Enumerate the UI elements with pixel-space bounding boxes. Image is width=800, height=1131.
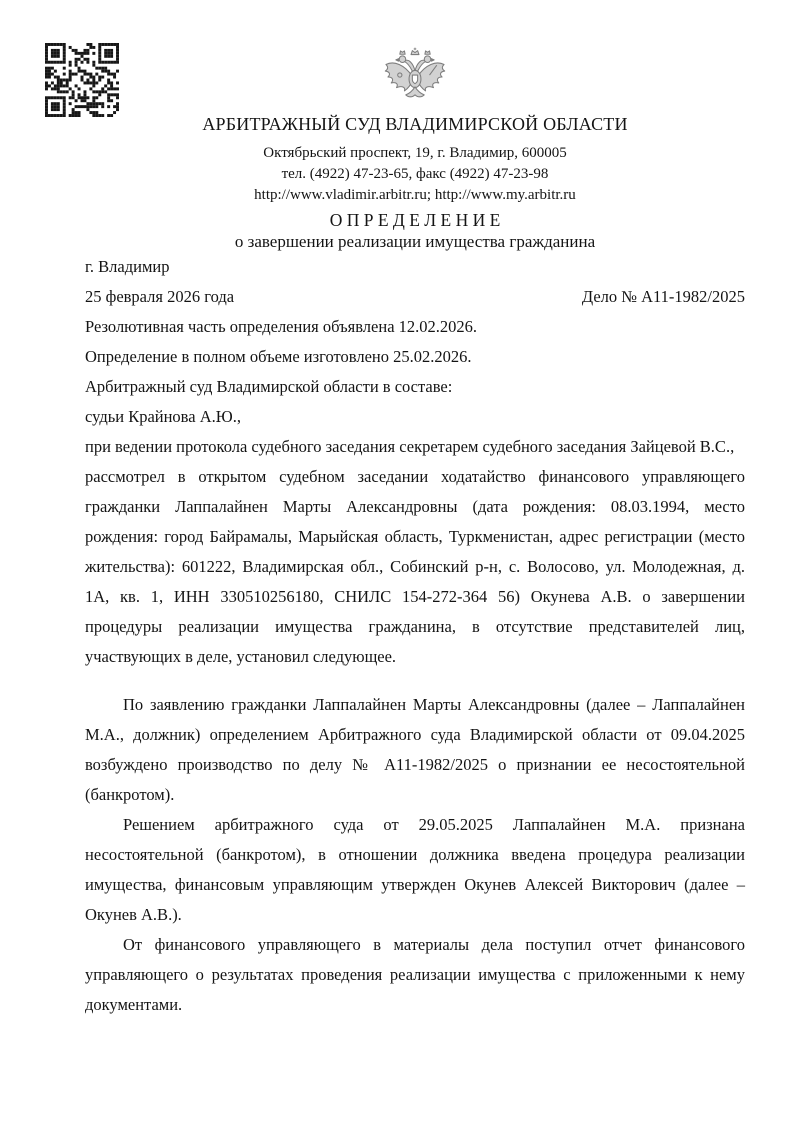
body-paragraph-application: По заявлению гражданки Лаппалайнен Марты Александровны (далее – Лаппалайнен М.А., должник) определением Арбитражного суда Владимирской области от 09.04.2025 возбуждено производство по делу № А11-1982/2025 о признании ее несостоятельной (банкротом). (85, 695, 745, 804)
coat-of-arms-icon (382, 46, 448, 112)
body-paragraph-judge: судьи Крайнова А.Ю., (85, 407, 241, 426)
court-phone-fax: тел. (4922) 47-23-65, факс (4922) 47-23-98 (281, 166, 549, 182)
body-paragraph-report: От финансового управляющего в материалы дела поступил отчет финансового управляющего о результатах проведения реализации имущества с приложенными к нему документами. (85, 935, 745, 1014)
body-paragraph-case-intro: рассмотрел в открытом судебном заседании ходатайство финансового управляющего гражданки Лаппалайнен Марты Александровны (дата рождения: 08.03.1994, место рождения: город Байрамалы, Марыйская область, Туркменистан, адрес регистрации (место жительства): 601222, Владимирская обл., Собинский р-н, с. Волосово, ул. Молодежная, д. 1А, кв. 1, ИНН 330510256180, СНИЛС 154-272-364 56) Окунева А.В. о завершении процедуры реализации имущества гражданина, в отсутствие представителей лиц, участвующих в деле, установил следующее. (85, 467, 745, 666)
court-websites: http://www.vladimir.arbitr.ru; http://www.my.arbitr.ru (254, 187, 576, 203)
body-paragraph-court-composition: Арбитражный суд Владимирской области в составе: (85, 377, 453, 396)
body-paragraph-decision: Решением арбитражного суда от 29.05.2025 Лаппалайнен М.А. признана несостоятельной (банкротом), в отношении должника введена процедура реализации имущества, финансовым управляющим утвержден Окунев Алексей Викторович (далее – Окунев А.В.). (85, 815, 745, 924)
document-body (85, 372, 745, 1020)
court-contacts (85, 143, 745, 206)
full-text-made-line: Определение в полном объеме изготовлено 25.02.2026. (85, 347, 472, 366)
document-title: О П Р Е Д Е Л Е Н И Е (329, 210, 501, 230)
court-address: Октябрьский проспект, 19, г. Владимир, 600005 (263, 145, 567, 161)
document-meta (85, 252, 745, 372)
case-number: Дело № А11-1982/2025 (581, 287, 745, 306)
city-line: г. Владимир (85, 257, 170, 276)
document-date: 25 февраля 2026 года (85, 287, 235, 306)
qr-code (45, 43, 119, 117)
document-subtitle: о завершении реализации имущества гражданина (234, 232, 596, 251)
date-case-row (85, 282, 745, 312)
resolution-announced-line: Резолютивная часть определения объявлена 12.02.2026. (85, 317, 478, 336)
court-name: АРБИТРАЖНЫЙ СУД ВЛАДИМИРСКОЙ ОБЛАСТИ (202, 114, 628, 134)
body-paragraph-secretary: при ведении протокола судебного заседания секретарем судебного заседания Зайцевой В.С., (85, 437, 735, 456)
